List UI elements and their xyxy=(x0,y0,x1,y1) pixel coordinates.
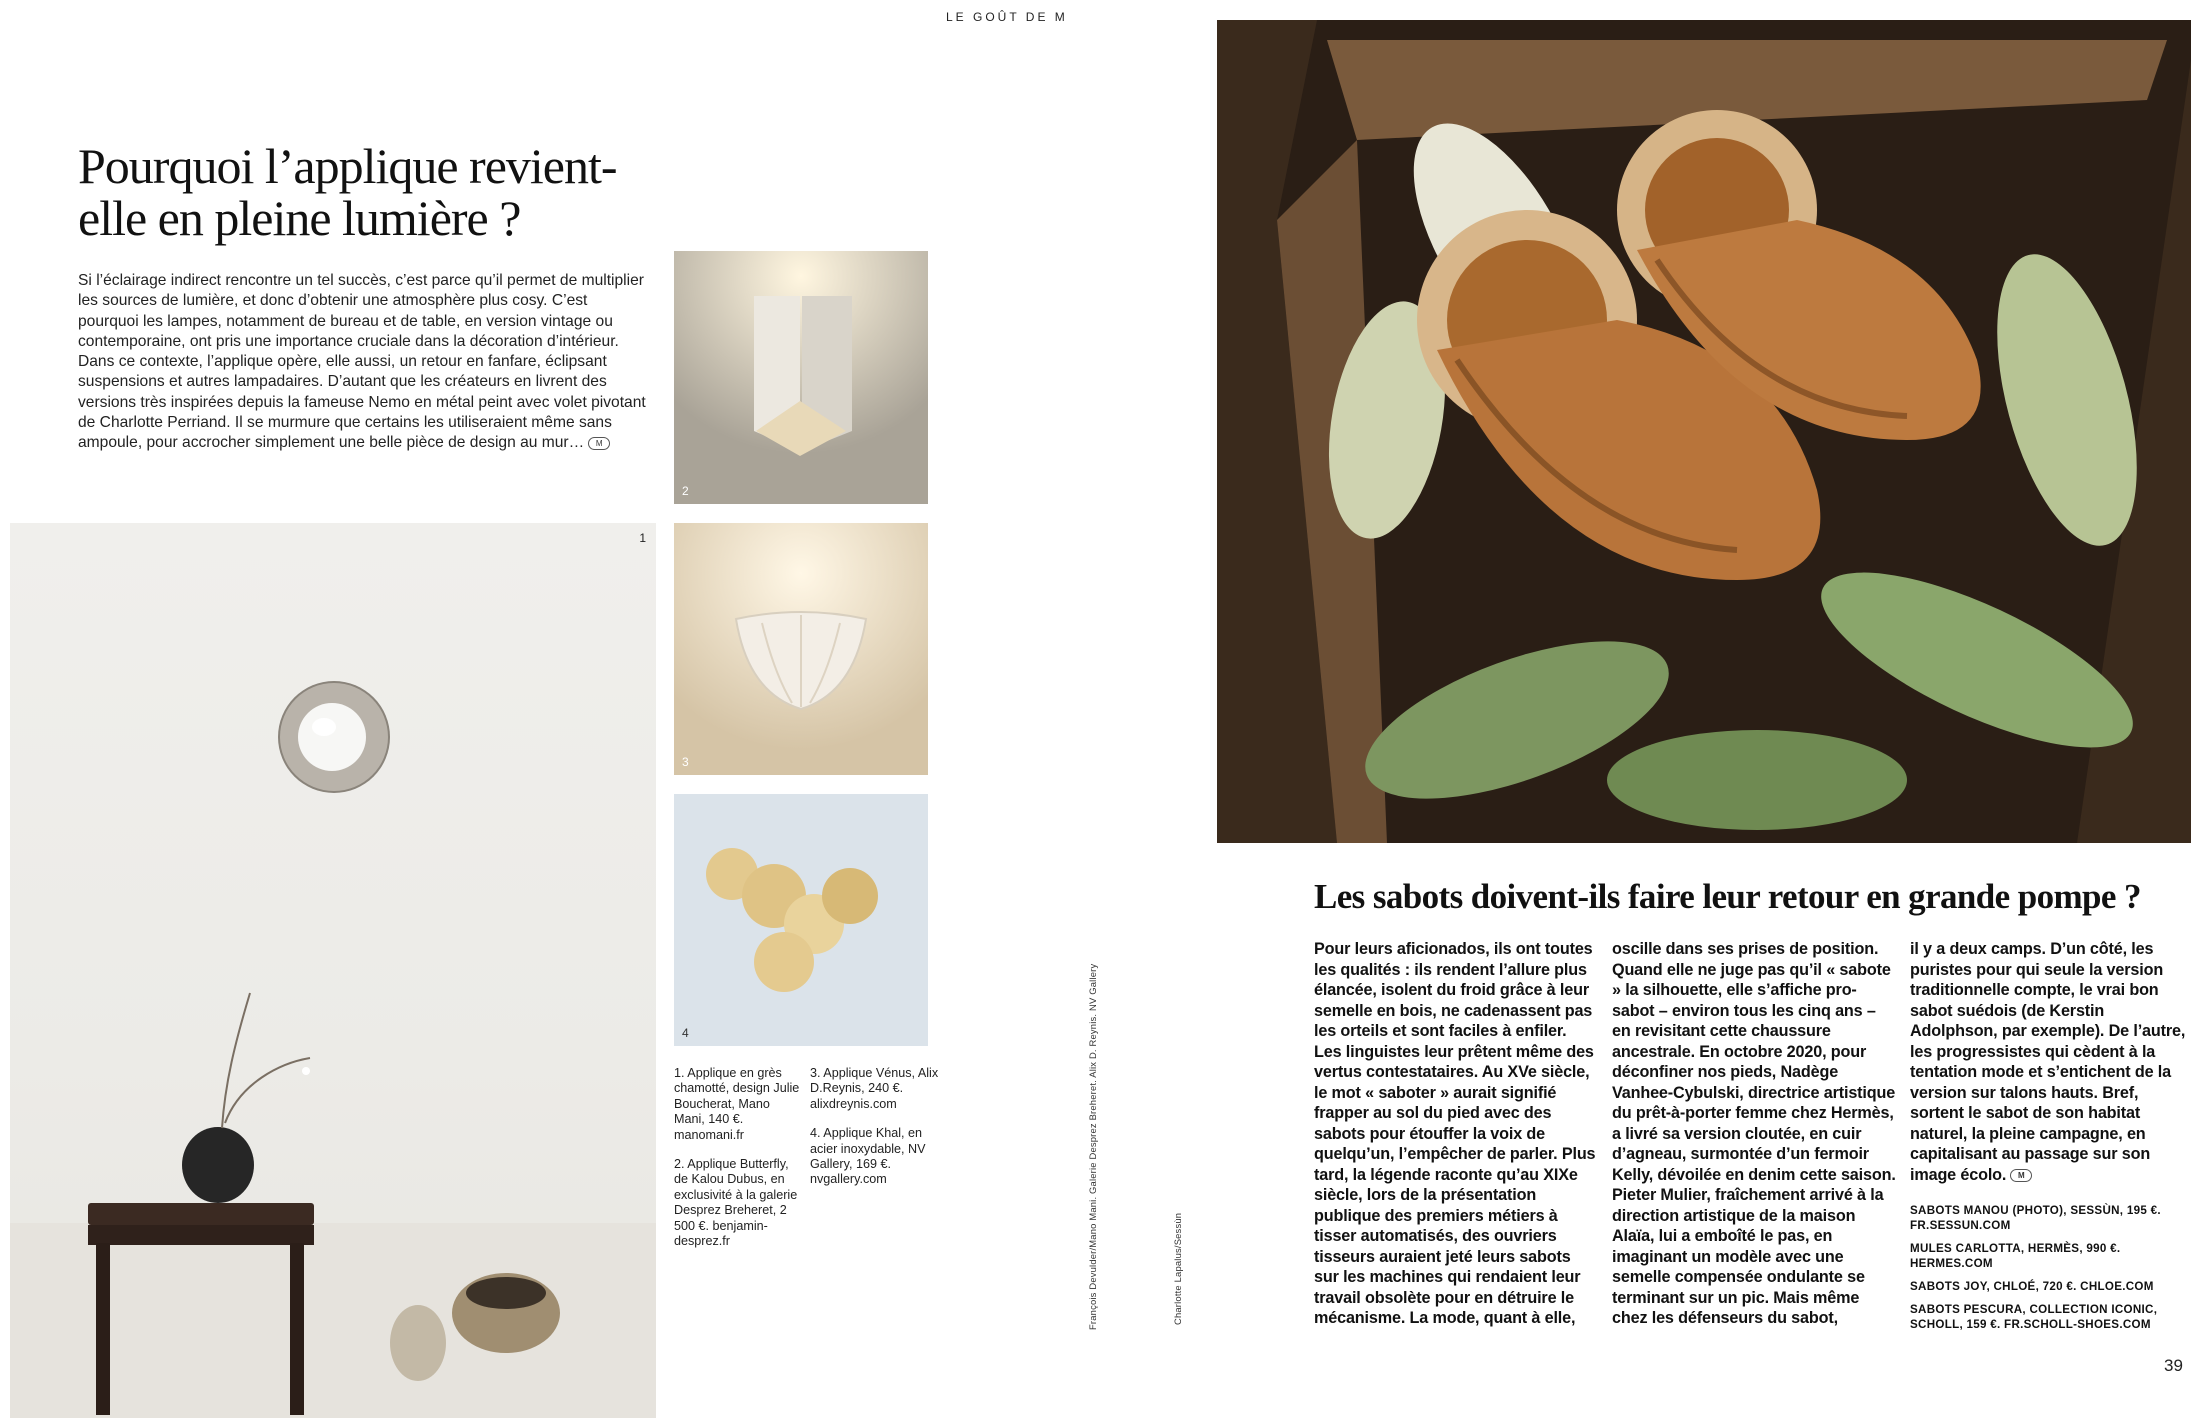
photo-credit-right: Charlotte Lapalus/Sessùn xyxy=(1172,1212,1183,1325)
product-credit-1: SABOTS MANOU (PHOTO), SESSÙN, 195 €. FR.SESSUN.COM xyxy=(1910,1204,2161,1232)
captions-column-a xyxy=(674,1066,804,1263)
butterfly-light-illustration xyxy=(674,251,928,504)
intro-text: Si l’éclairage indirect rencontre un tel succès, c’est parce qu’il permet de multiplier les sources de lumière, et donc d’obtenir une atmosphère plus cosy. C’est pourquoi les lampes, notamment de bureau et de table, en version vintage ou contemporaine, ont pris une importance cruciale dans la décoration d’intérieur. Dans ce contexte, l’applique opère, elle aussi, un retour en fanfare, éclipsant suspensions et autres lampadaires. D’autant que les créateurs en livrent des versions très inspirées depuis la fameuse Nemo en métal peint avec volet pivotant de Charlotte Perriand. Il se murmure que certains les utiliseraient même sans ampoule, pour accrocher simplement une belle pièce de design au mur… xyxy=(78,272,646,452)
photo-number-1: 1 xyxy=(639,531,646,545)
photo-ceramic-wall-light xyxy=(10,523,656,1418)
photo-credit-left: François Devulder/Mano Mani. Galerie Desprez Breheret. Alix D. Reynis. NV Gallery xyxy=(1087,963,1098,1330)
column-3-text: il y a deux camps. D’un côté, les puristes pour qui seule la version traditionnelle compte, le vrai bon sabot suédois (de Kerstin Adolphson, par exemple). De l’autre, les progressistes qui cèdent à la tentation mode et s’entichent de la version sur talons hauts. Bref, sortent le sabot de son habitat naturel, la pleine campagne, en capitalisant au passage sur son image écolo. xyxy=(1910,940,2186,1184)
photo-number-3: 3 xyxy=(682,755,689,769)
right-article-column-1: Pour leurs aficionados, ils ont toutes les qualités : ils rendent l’allure plus élancée, isolent du froid grâce à leur semelle en bois, ne cadenassent pas les orteils et sont faciles à enfiler. Les linguistes leur prêtent même des vertus contestataires. Au XVe siècle, le mot « saboter » aurait signifié frapper au sol du pied avec des sabots pour étouffer la voix de quelqu’un, l’empêcher de parler. Plus tard, la légende raconte qu’au XIXe siècle, lors de la présentation publique des premiers métiers à tisser automatisés, des ouvriers tisseurs auraient jeté leurs sabots sur les machines qui rendaient leur travail obsolète pour en détruire le mécanisme. La mode, quant à elle, xyxy=(1314,940,1596,1327)
magazine-section-header: LE GOÛT DE M xyxy=(946,10,1068,24)
right-article-title: Les sabots doivent-ils faire leur retour en grande pompe ? xyxy=(1314,877,2141,916)
right-article-column-2: oscille dans ses prises de position. Quand elle ne juge pas qu’il « sabote » la silhouette, elle s’affiche pro-sabot – environ tous les cinq ans – en revisitant cette chaussure ancestrale. En octobre 2020, pour déconfiner nos pieds, Nadège Vanhee-Cybulski, directrice artistique du prêt-à-porter femme chez Hermès, a livré sa version cloutée, en cuir d’agneau, surmontée d’un fermoir Kelly, dévoilée en denim cette saison. Pieter Mulier, fraîchement arrivé à la direction artistique de la maison Alaïa, lui a emboîté le pas, en imaginant un modèle avec une semelle compensée ondulante se terminant sur un pic. Mais même chez les défenseurs du sabot, xyxy=(1612,940,1896,1327)
ceramic-wall-light-illustration xyxy=(10,523,656,1418)
right-article-column-3 xyxy=(1910,939,2194,1185)
product-credit-4: SABOTS PESCURA, COLLECTION ICONIC, SCHOLL, 159 €. FR.SCHOLL-SHOES.COM xyxy=(1910,1303,2158,1331)
caption-2: 2. Applique Butterfly, de Kalou Dubus, en exclusivité à la galerie Desprez Breheret, 2 500 €. benjamin-desprez.fr xyxy=(674,1157,798,1249)
captions-column-b xyxy=(810,1066,940,1202)
left-article-title: Pourquoi l’applique revient-elle en pleine lumière ? xyxy=(78,138,617,246)
product-credit-3: SABOTS JOY, CHLOÉ, 720 €. CHLOE.COM xyxy=(1910,1280,2154,1293)
photo-butterfly-wall-light xyxy=(674,251,928,504)
photo-venus-wall-light xyxy=(674,523,928,775)
photo-clogs-in-crate xyxy=(1217,20,2191,843)
clogs-illustration xyxy=(1217,20,2191,843)
end-mark-icon: M xyxy=(588,437,610,450)
page-number: 39 xyxy=(2164,1356,2183,1375)
left-article-intro xyxy=(78,271,648,454)
photo-number-4: 4 xyxy=(682,1026,689,1040)
caption-4: 4. Applique Khal, en acier inoxydable, NV Gallery, 169 €. nvgallery.com xyxy=(810,1126,926,1187)
photo-khal-wall-light xyxy=(674,794,928,1046)
venus-light-illustration xyxy=(674,523,928,775)
product-credit-2: MULES CARLOTTA, HERMÈS, 990 €. HERMES.COM xyxy=(1910,1242,2121,1270)
caption-1: 1. Applique en grès chamotté, design Julie Boucherat, Mano Mani, 140 €. manomani.fr xyxy=(674,1066,800,1142)
caption-3: 3. Applique Vénus, Alix D.Reynis, 240 €. alixdreynis.com xyxy=(810,1066,939,1111)
khal-light-illustration xyxy=(674,794,928,1046)
end-mark-icon-right: M xyxy=(2010,1169,2032,1182)
photo-number-2: 2 xyxy=(682,484,689,498)
product-credits xyxy=(1910,1203,2194,1340)
